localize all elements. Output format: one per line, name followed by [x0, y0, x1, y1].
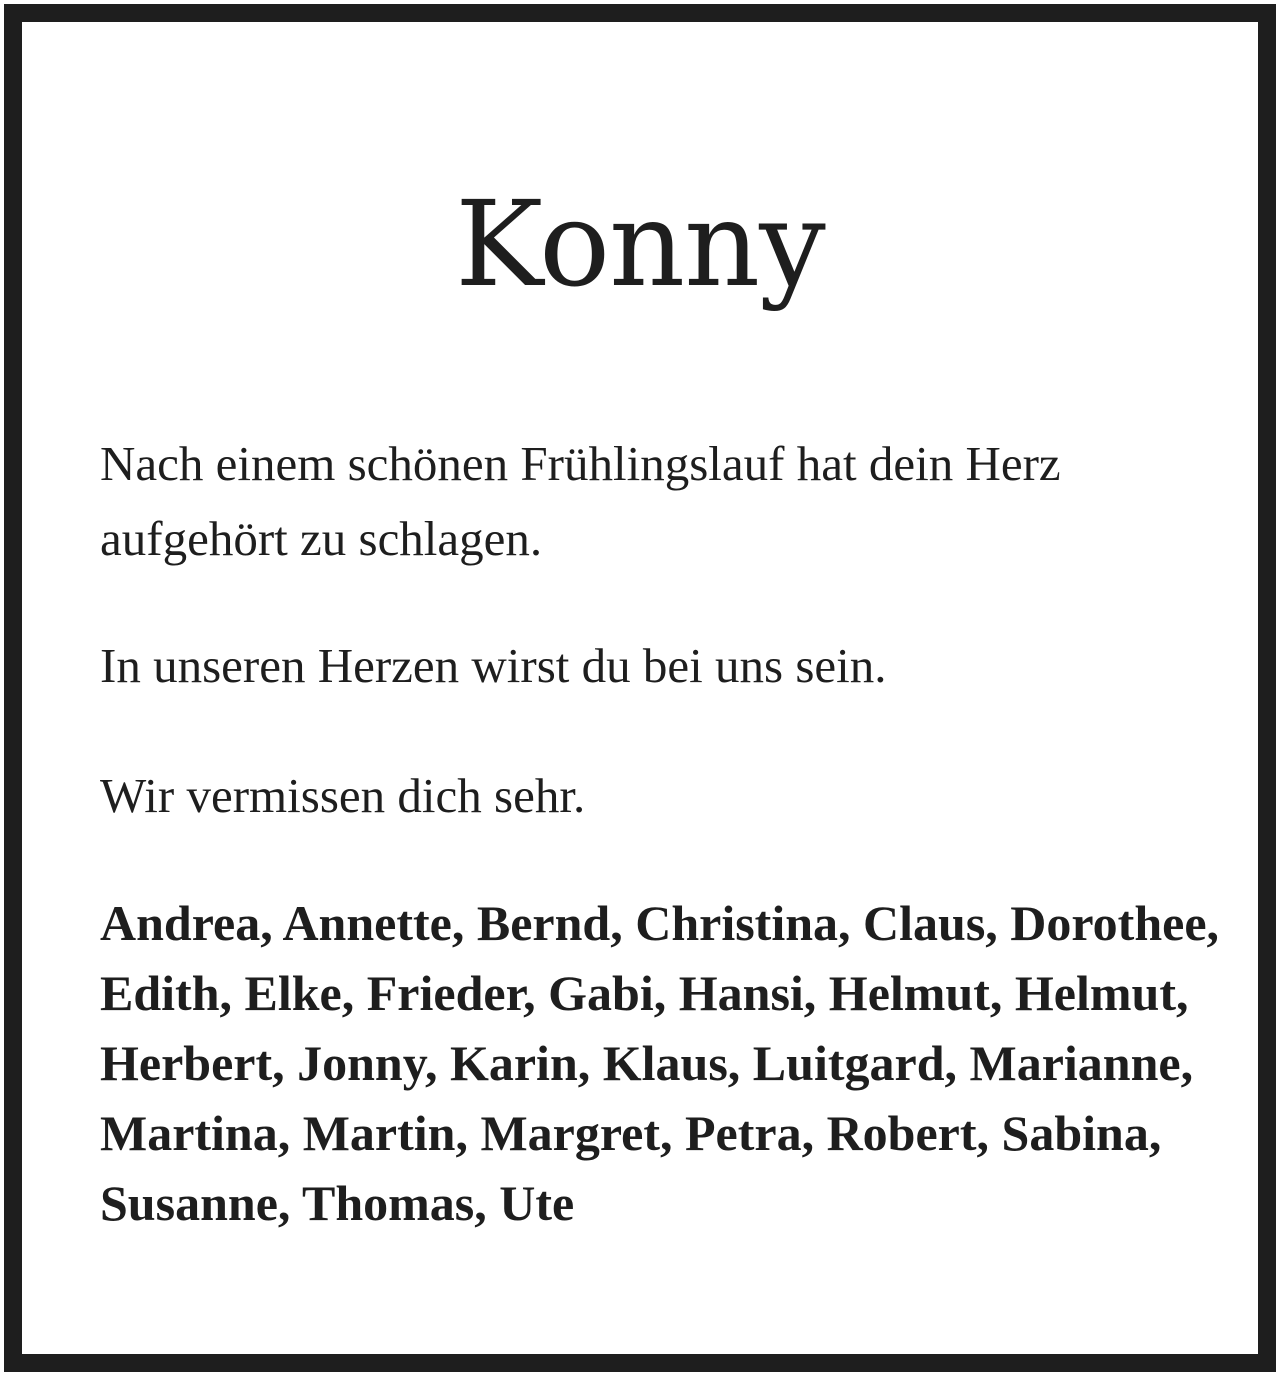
obituary-notice-frame [4, 4, 1276, 1372]
notice-paragraph-2: In unseren Herzen wirst du bei uns sein. [100, 638, 887, 693]
notice-paragraph-3: Wir vermissen dich sehr. [100, 768, 586, 823]
notice-title: Konny [455, 175, 825, 313]
mourner-names: Andrea, Annette, Bernd, Christina, Claus, Dorothee, Edith, Elke, Frieder, Gabi, Hansi, Helmut, Helmut, Herbert, Jonny, Karin, Klaus, Luitgard, Marianne, Martina, Martin, Margret, Petra, Robert, Sabina, Susanne, Thomas, Ute [100, 895, 1220, 1231]
notice-paragraph-1: Nach einem schönen Frühlingslauf hat dein Herz aufgehört zu schlagen. [100, 436, 1061, 566]
